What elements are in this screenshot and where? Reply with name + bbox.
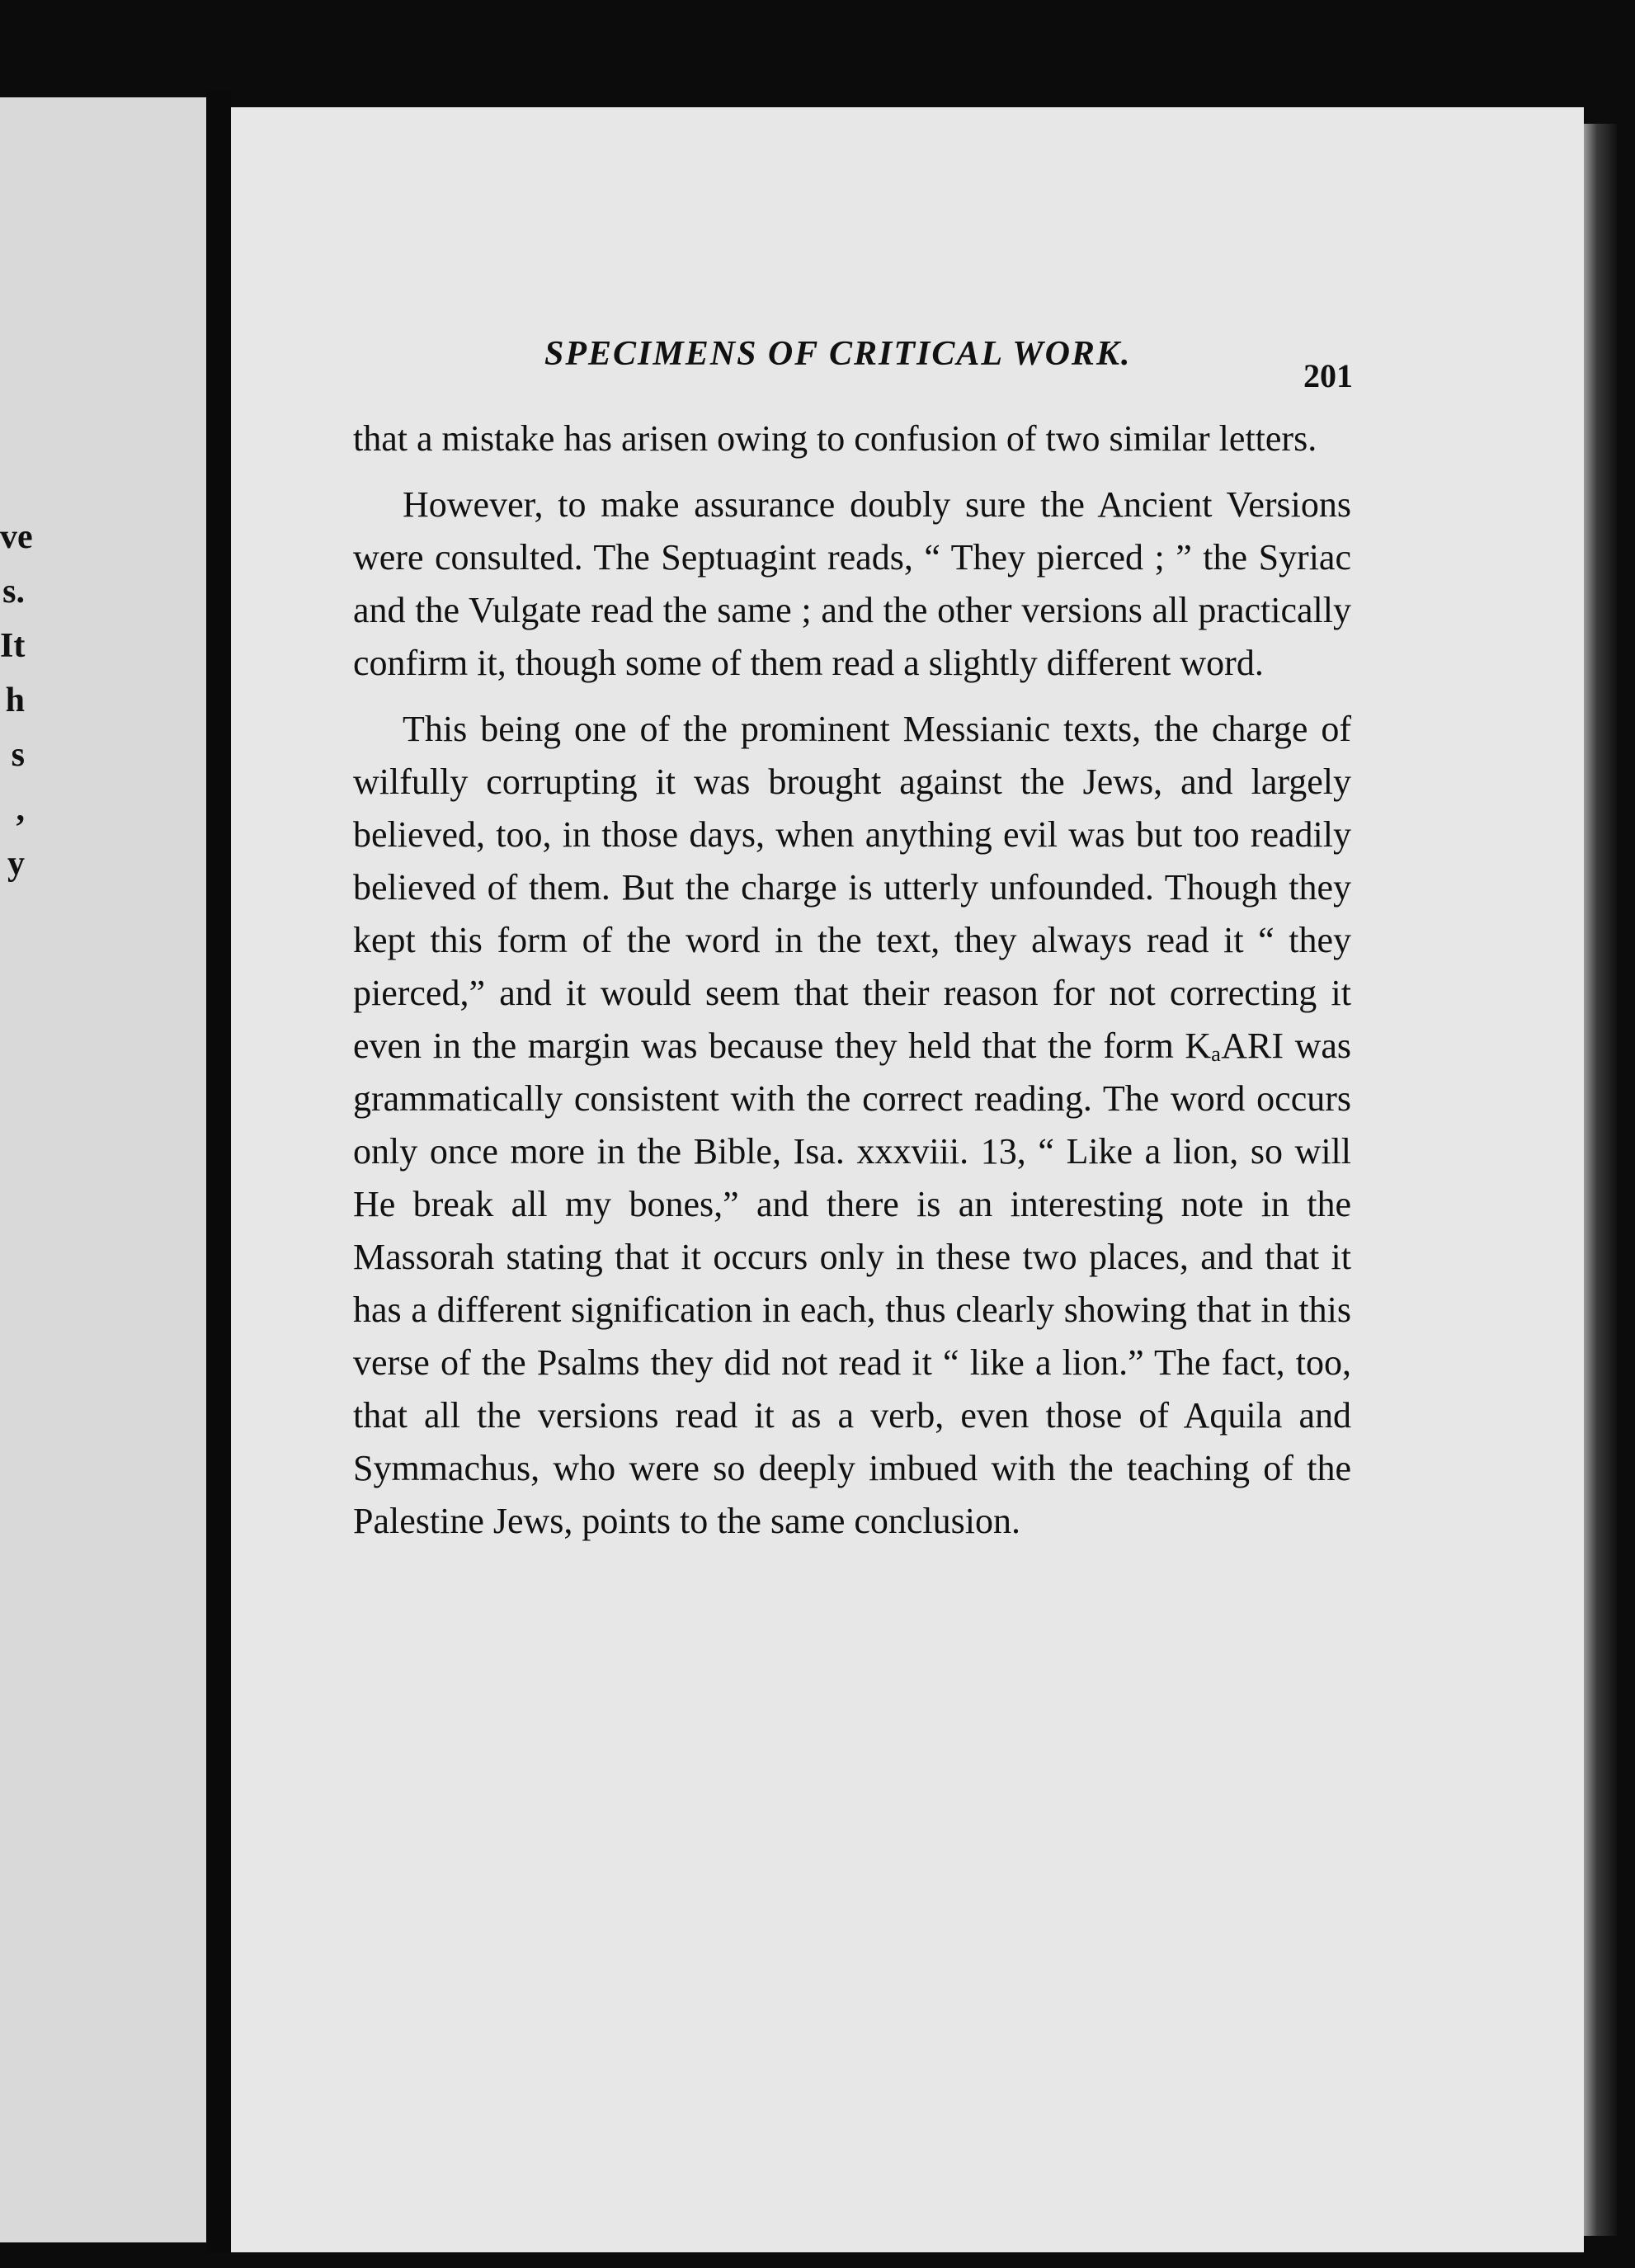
paragraph: This being one of the prominent Messianic texts, the charge of wilfully corrupting it was brought against the Jews, and largely believed, too, in those days, when anything evil was but too readily believed of them. But the charge is utterly unfounded. Though they kept this form of the word in the text, they always read it “ they pierced,” and it would seem that their reason for not correcting it even in the margin was because they held that the form KₐARI was grammatically consistent with the correct reading. The word occurs only once more in the Bible, Isa. xxxviii. 13, “ Like a lion, so will He break all my bones,” and there is an interesting note in the Massorah stating that it occurs only in these two places, and that it has a different signification in each, thus clearly showing that in this verse of the Psalms they did not read it “ like a lion.” The fact, too, that all the versions read it as a verb, even those of Aquila and Symmachus, who were so deeply imbued with the teaching of the Palestine Jews, points to the same conclusion. [353,709,1351,1541]
book-gutter [206,91,231,2252]
left-page [0,97,206,2242]
left-fragment-line: y [7,845,25,883]
paragraph: However, to make assurance doubly sure the Ancient Versions were consulted. The Septuagint reads, “ They pierced ; ” the Syriac and the Vulgate read the same ; and the other versions all practically confirm it, though some of them read a slightly different word. [353,484,1351,683]
left-fragment-line: s [11,736,25,774]
running-header: SPECIMENS OF CRITICAL WORK. [544,335,1132,373]
left-fragment-line: h [5,681,25,719]
paragraph: that a mistake has arisen owing to confusion of two similar letters. [353,418,1317,459]
left-page-text-fragment [0,510,33,891]
left-fragment-line: ve [0,518,33,556]
left-fragment-line: , [16,790,25,828]
left-fragment-line: s. [2,573,25,611]
page-edge [1584,124,1617,2236]
page-body [353,413,1351,1548]
page-number: 201 [1303,357,1353,394]
left-fragment-line: It [0,627,26,665]
